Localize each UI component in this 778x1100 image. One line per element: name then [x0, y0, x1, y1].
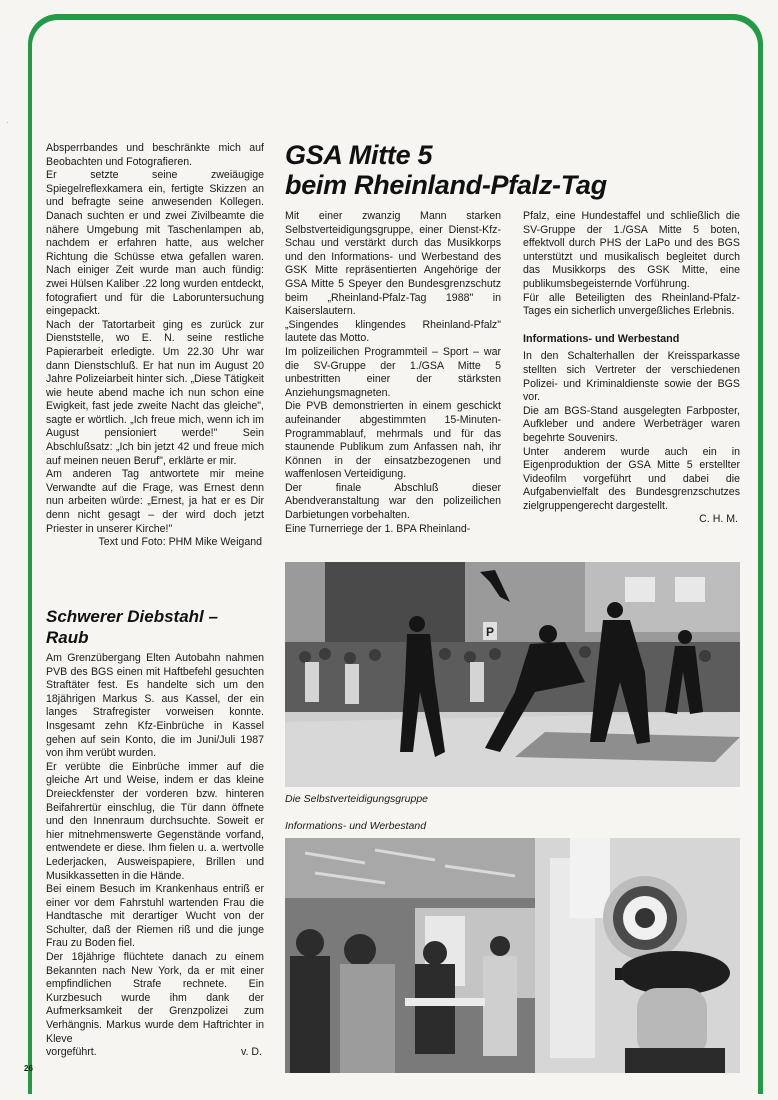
main-article-title	[285, 140, 745, 200]
paragraph: Der 18jährige flüchtete danach zu einem Bekannten nach New York, da er mit einer empfindlichen Strafe rechnete. Ein Kurzbesuch wurde ihm dank der Aufmerksamkeit der Grenzpolizei zum Verhängnis. Markus wurde dem Haftrichter in Kleve	[46, 951, 264, 1045]
paragraph: Am anderen Tag antwortete mir meine Verwandte auf die Frage, was Ernest denn nun arbeiten würde: „Ernest, ja hat er es Dir denn nicht gesagt – der wird doch jetzt Priester in unserer Kirche!"	[46, 468, 264, 535]
last-line: vorgeführt.	[46, 1046, 97, 1059]
signature-line	[46, 1046, 264, 1060]
signature: C. H. M.	[699, 513, 738, 526]
title-line-1: GSA Mitte 5	[285, 140, 433, 170]
photo2-caption: Informations- und Werbestand	[285, 820, 427, 832]
paragraph: Eine Turnerriege der 1. BPA Rheinland-	[285, 522, 471, 535]
paragraph: Im polizeilichen Programmteil – Sport – war die SV-Gruppe der 1./GSA Mitte 5 unbestritten einer der stärksten Anziehungsmagneten.	[285, 345, 501, 399]
main-article-column-2	[523, 210, 740, 527]
page-number: 26	[24, 1064, 33, 1073]
subheading: Informations- und Werbestand	[523, 332, 680, 345]
photo1-caption: Die Selbstverteidigungsgruppe	[285, 793, 429, 805]
paragraph: Nach der Tatortarbeit ging es zurück zur Dienststelle, wo E. N. seine restliche Papierarbeit erledigte. Um 22.30 Uhr war dann Dienstschluß. Er hat nun im August 20 Jahre Polizeiarbeit hinter sich. „Diese Tätigkeit wie heute abend mache ich nun schon eine Ewigkeit, fast jede zweite Nacht das gleiche", sagte er wörtlich. „Ich freue mich, wenn ich im August pensioniert werde!" Sein Abschlußsatz: „Ich bin jetzt 42 und freue mich auf meinen neuen Beruf", erklärte er mir.	[46, 318, 264, 467]
left-column	[46, 142, 264, 550]
paragraph: Unter anderem wurde auch ein in Eigenproduktion der GSA Mitte 5 erstellter Videofilm vorgeführt und dabei die Aufgabenvielfalt des Bundesgrenzschutzes zielgruppengerecht dargestellt.	[523, 445, 740, 512]
author-credit: Text und Foto: PHM Mike Weigand	[98, 536, 262, 549]
second-article-title: Schwerer Diebstahl – Raub	[46, 607, 218, 647]
photo-info-stand	[285, 838, 740, 1073]
paragraph: Der finale Abschluß dieser Abendveranstaltung war den polizeilichen Darbietungen vorbehalten.	[285, 481, 501, 522]
paragraph: Die PVB demonstrierten in einem geschickt aufeinander abgestimmten 15-Minuten-Programmablauf, mehrmals und für das staunende Publikum zum Anfassen nah, ihr Können in der einsatzbezogenen und waffenlosen Verteidigung.	[285, 400, 501, 481]
signature: v. D.	[241, 1046, 262, 1059]
title-line-2: beim Rheinland-Pfalz-Tag	[285, 170, 607, 200]
paragraph: „Singendes klingendes Rheinland-Pfalz" lautete das Motto.	[285, 318, 501, 345]
paragraph: Die am BGS-Stand ausgelegten Farbposter, Aufkleber und andere Werbeträger waren begehrte Souvenirs.	[523, 404, 740, 444]
margin-mark: ·	[6, 118, 9, 127]
paragraph: Am Grenzübergang Elten Autobahn nahmen PVB des BGS einen mit Haftbefehl gesuchten Straftäter fest. Es handelte sich um den 18jährigen Markus S. aus Kassel, der ein langes Strafregister vorweisen konnte. Insgesamt zehn Kfz-Einbrüche in Kassel gehen auf sein Konto, die im Juni/Juli 1987 von ihm verübt wurden.	[46, 652, 264, 760]
paragraph: In den Schalterhallen der Kreissparkasse stellten sich Vertreter der verschiedenen Polizei- und Kriminaldienste sowie der BGS vor.	[523, 350, 740, 404]
paragraph: Pfalz, eine Hundestaffel und schließlich die SV-Gruppe der 1./GSA Mitte 5 boten, effektvoll durch PHS der LaPo und des BGS unterstützt und musikalisch begleitet durch das Musikkorps des GSK Mitte, eine publikumsbegeisternde Vorführung.	[523, 210, 740, 290]
paragraph: Absperrbandes und beschränkte mich auf Beobachten und Fotografieren.	[46, 142, 264, 168]
parking-sign-letter: P	[486, 625, 495, 639]
paragraph: Für alle Beteiligten des Rheinland-Pfalz-Tages ein sicherlich unvergeßliches Erlebnis.	[523, 291, 740, 318]
second-article-body	[46, 652, 264, 1060]
main-article-column-1	[285, 210, 501, 536]
paragraph: Bei einem Besuch im Krankenhaus entriß er einer vor dem Fahrstuhl wartenden Frau die Handtasche mit derartiger Wucht von der Schulter, daß der Riemen riß und die junge Frau zu Boden fiel.	[46, 883, 264, 950]
photo-self-defense-group	[285, 562, 740, 787]
paragraph: Er verübte die Einbrüche immer auf die gleiche Art und Weise, indem er das kleine Dreieckfenster der vorderen bzw. hinteren Beifahrertür einschlug, die Tür dann öffnete und den Innenraum durchsuchte. Soweit er hier mitnehmenswerte Gegenstände vorfand, entwendete er diese. Ihm fielen u. a. wertvolle Lederjacken, Ausweispapiere, Brillen und Musikkassetten in die Hände.	[46, 760, 264, 882]
paragraph: Mit einer zwanzig Mann starken Selbstverteidigungsgruppe, einer Dienst-Kfz-Schau und verstärkt durch das Musikkorps und den Informations- und Werbestand des GSK Mitte repräsentierten Angehörige der GSA Mitte 5 Speyer den Bundesgrenzschutz beim „Rheinland-Pfalz-Tag 1988" in Kaiserslautern.	[285, 210, 501, 318]
paragraph: Er setzte seine zweiäugige Spiegelreflexkamera ein, fertigte Skizzen an und befragte seine anwesenden Kollegen. Danach suchten er und zwei Zivilbeamte die nähere Umgebung mit Taschenlampen ab, nachdem er erfahren hatte, aus welcher Richtung die Schüsse etwa gefallen waren. Nach einiger Zeit wurde man auch fündig: zwei Hülsen Kaliber .22 long wurden entdeckt, fotografiert und für die Laboruntersuchung eingepackt.	[46, 169, 264, 318]
